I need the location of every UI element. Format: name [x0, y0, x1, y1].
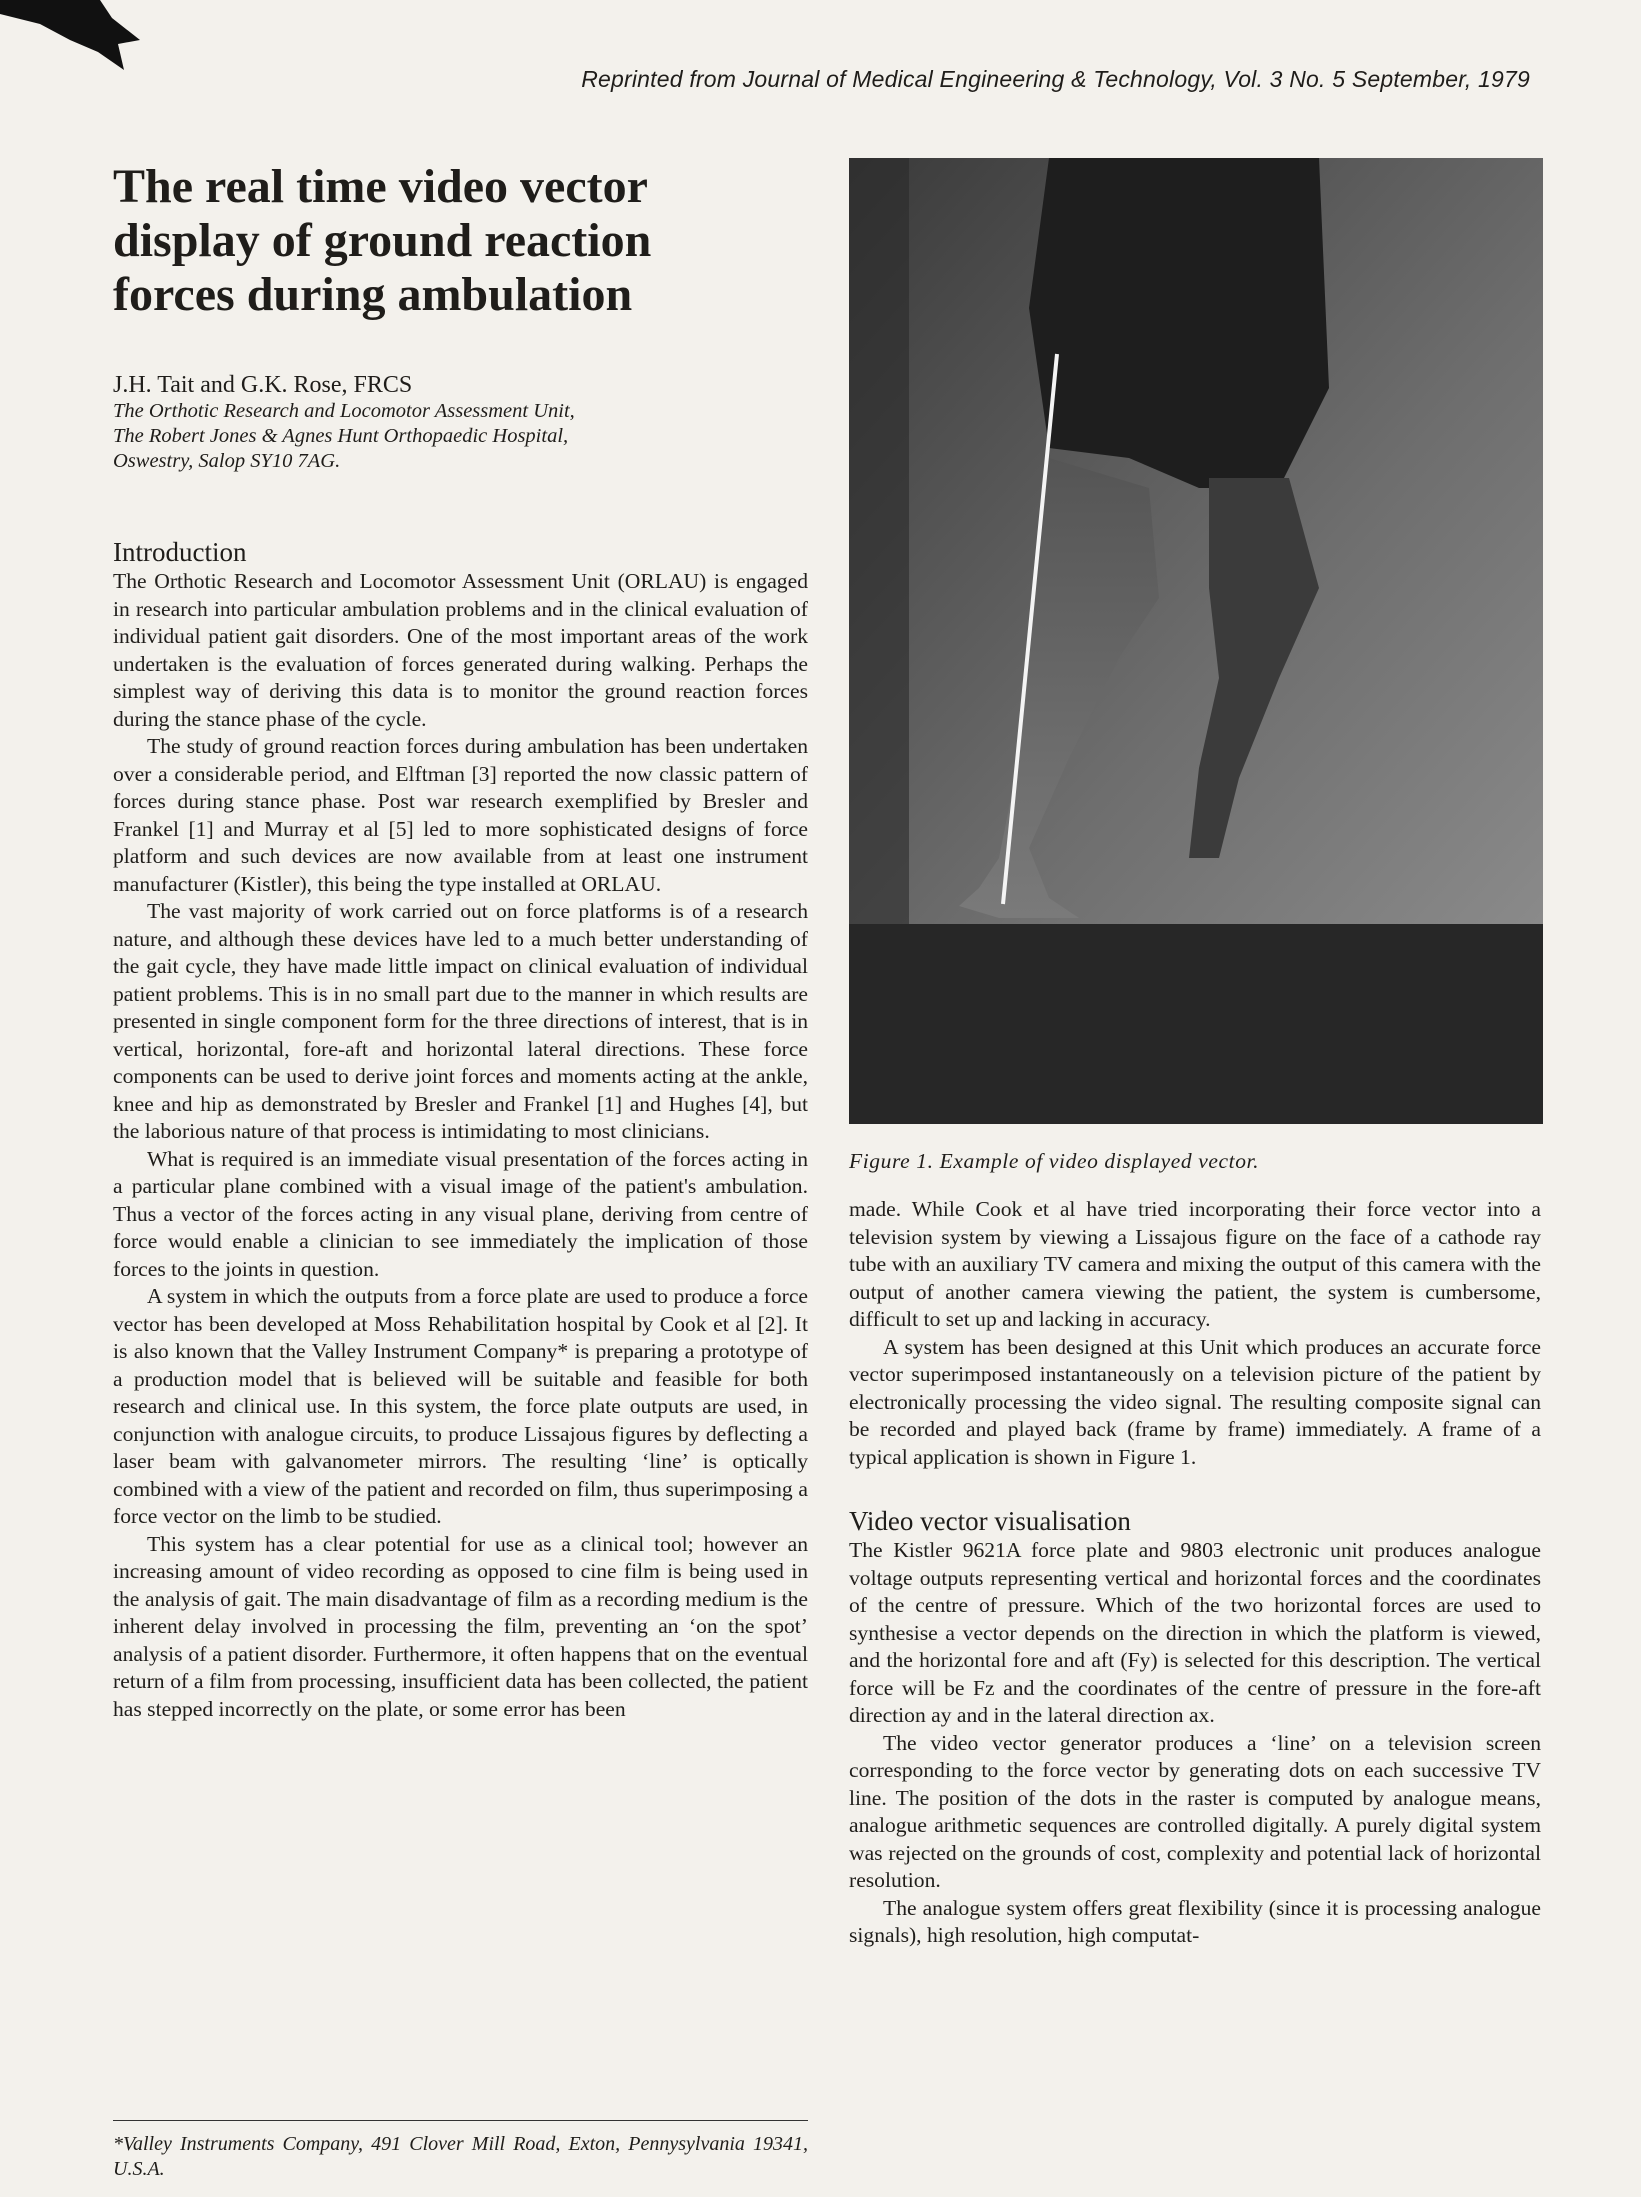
author-names: J.H. Tait and G.K. Rose, FRCS — [113, 372, 413, 398]
footnote-divider — [113, 2120, 808, 2121]
left-column — [113, 536, 808, 1723]
body-paragraph: The analogue system offers great flexibility (since it is processing analogue signals), high resolution, high computat- — [849, 1895, 1541, 1947]
author-block — [113, 372, 753, 474]
figure-caption: Figure 1. Example of video displayed vector. — [849, 1149, 1260, 1173]
affiliation-line: Oswestry, Salop SY10 7AG. — [113, 450, 341, 472]
body-paragraph: The video vector generator produces a ‘line’ on a television screen corresponding to the force vector by generating dots on each successive TV line. The position of the dots in the raster is computed by analogue means, analogue arithmetic sequences are controlled digitally. A purely digital system was rejected on the grounds of cost, complexity and potential lack of horizontal resolution. — [849, 1730, 1541, 1892]
right-column — [849, 1196, 1541, 1950]
article-title: The real time video vector display of ground reaction forces during ambulation — [113, 160, 652, 321]
body-paragraph: What is required is an immediate visual presentation of the forces acting in a particular plane combined with a visual image of the patient's ambulation. Thus a vector of the forces acting in any visual plane, deriving from centre of force would enable a clinician to see immediately the implication of those forces to the joints in question. — [113, 1146, 808, 1281]
body-paragraph: The vast majority of work carried out on force platforms is of a research nature, and although these devices have led to a much better understanding of the gait cycle, they have made little impact on clinical evaluation of individual patient problems. This is in no small part due to the manner in which results are presented in single component form for the three directions of interest, that is in vertical, horizontal, fore-aft and horizontal lateral directions. These force components can be used to derive joint forces and moments acting at the ankle, knee and hip as demonstrated by Bresler and Frankel [1] and Hughes [4], but the laborious nature of that process is intimidating to most clinicians. — [113, 899, 808, 1143]
footnote: *Valley Instruments Company, 491 Clover Mill Road, Exton, Pennysylvania 19341, U.S.A. — [113, 2133, 808, 2180]
body-paragraph: A system in which the outputs from a force plate are used to produce a force vector has been developed at Moss Rehabilitation hospital by Cook et al [2]. It is also known that the Valley Instrument Company* is preparing a prototype of a production model that is believed will be suitable and feasible for both research and clinical use. In this system, the force plate outputs are used, in conjunction with analogue circuits, to produce Lissajous figures by deflecting a laser beam with galvanometer mirrors. The resulting ‘line’ is optically combined with a view of the patient and recorded on film, thus superimposing a force vector on the limb to be studied. — [113, 1284, 808, 1528]
walking-legs-illustration — [849, 158, 1543, 1124]
body-paragraph: The Orthotic Research and Locomotor Assessment Unit (ORLAU) is engaged in research into particular ambulation problems and in the clinical evaluation of individual patient gait disorders. One of the most important areas of the work undertaken is the evaluation of forces generated during walking. Perhaps the simplest way of deriving this data is to monitor the ground reaction forces during the stance phase of the cycle. — [113, 569, 808, 731]
affiliation-line: The Robert Jones & Agnes Hunt Orthopaedic Hospital, — [113, 425, 569, 447]
reprint-header: Reprinted from Journal of Medical Engineering & Technology, Vol. 3 No. 5 September, 1979 — [581, 66, 1530, 92]
body-paragraph: The study of ground reaction forces during ambulation has been undertaken over a considerable period, and Elftman [3] reported the now classic pattern of forces during stance phase. Post war research exemplified by Bresler and Frankel [1] and Murray et al [5] led to more sophisticated designs of force platform and such devices are now available from at least one instrument manufacturer (Kistler), this being the type installed at ORLAU. — [113, 734, 808, 896]
body-paragraph: made. While Cook et al have tried incorporating their force vector into a television system by viewing a Lissajous figure on the face of a cathode ray tube with an auxiliary TV camera and mixing the output of this camera with the output of another camera viewing the patient, the system is cumbersome, difficult to set up and lacking in accuracy. — [849, 1197, 1541, 1331]
corner-ink-mark — [0, 0, 150, 80]
introduction-heading: Introduction — [113, 537, 247, 567]
body-paragraph: This system has a clear potential for use as a clinical tool; however an increasing amount of video recording as opposed to cine film is being used in the analysis of gait. The main disadvantage of film as a recording medium is the inherent delay involved in processing the film, preventing an ‘on the spot’ analysis of a patient disorder. Furthermore, it often happens that on the eventual return of a film from processing, insufficient data has been collected, the patient has stepped incorrectly on the plate, or some error has been — [113, 1531, 808, 1721]
affiliation-line: The Orthotic Research and Locomotor Assessment Unit, — [113, 400, 575, 422]
figure-1-photo — [849, 158, 1543, 1124]
video-vector-heading: Video vector visualisation — [849, 1506, 1131, 1536]
body-paragraph: A system has been designed at this Unit which produces an accurate force vector superimposed instantaneously on a television picture of the patient by electronically processing the video signal. The resulting composite signal can be recorded and played back (frame by frame) immediately. A frame of a typical application is shown in Figure 1. — [849, 1334, 1541, 1469]
body-paragraph: The Kistler 9621A force plate and 9803 electronic unit produces analogue voltage outputs representing vertical and horizontal forces and the coordinates of the centre of pressure. Which of the two horizontal forces are used to synthesise a vector depends on the direction in which the platform is viewed, and the horizontal fore and aft (Fy) is selected for this description. The vertical force will be Fz and the coordinates of the centre of pressure in the fore-aft direction ay and in the lateral direction ax. — [849, 1538, 1541, 1727]
